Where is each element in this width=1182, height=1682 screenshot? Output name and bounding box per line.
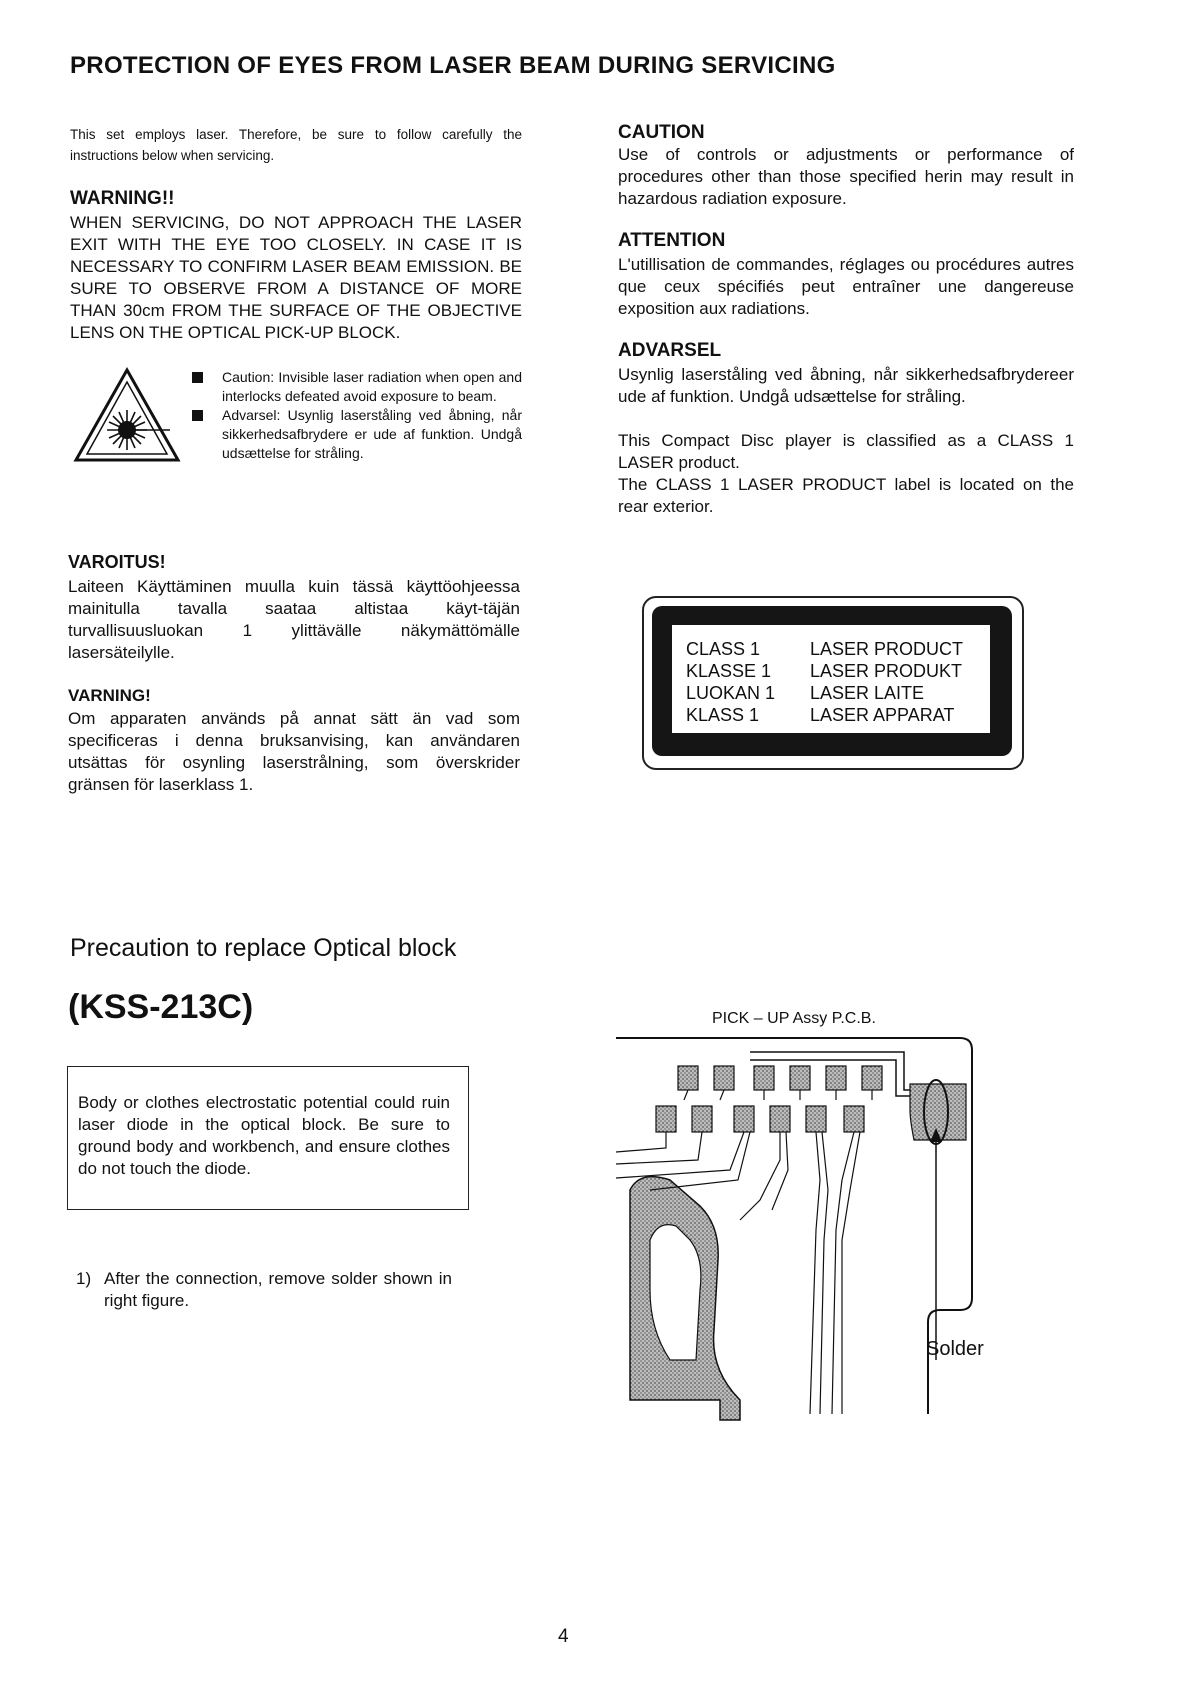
varoitus-heading: VAROITUS!: [68, 552, 166, 572]
label-row: [686, 682, 963, 704]
classification-line: The CLASS 1 LASER PRODUCT label is located on the rear exterior.: [618, 475, 1074, 516]
varning-text: Om apparaten används på annat sätt än vad som specificeras i denna bruksanvising, kan användaren utsättas för osynling laserstrålning, som överskrider gränsen för laserklass 1.: [68, 709, 520, 794]
label-row: [686, 638, 963, 660]
optical-block-title: Precaution to replace Optical block: [70, 934, 457, 962]
classification-line: This Compact Disc player is classified as a CLASS 1 LASER product.: [618, 431, 1074, 472]
label-class: KLASS 1: [686, 705, 760, 725]
pickup-pcb-diagram: [610, 1030, 990, 1430]
bullet-icon: [192, 372, 203, 383]
figure-title: PICK – UP Assy P.C.B.: [712, 1010, 876, 1027]
warning-heading: WARNING!!: [70, 188, 175, 209]
label-product: LASER APPARAT: [810, 705, 955, 725]
label-class: CLASS 1: [686, 639, 761, 659]
label-class: LUOKAN 1: [686, 683, 776, 703]
step-text: After the connection, remove solder shown in right figure.: [104, 1269, 452, 1310]
caution-item-text: Advarsel: Usynlig laserståling ved åbning, når sikkerhedsafbrydere er ude af funktion. Undgå udsættelse for stråling.: [222, 407, 522, 461]
solder-callout: Solder: [926, 1338, 984, 1360]
classification-text: [618, 430, 1074, 518]
caution-item-text: Caution: Invisible laser radiation when open and interlocks defeated avoid exposure to beam.: [222, 369, 522, 404]
label-product: LASER PRODUKT: [810, 661, 963, 681]
warning-text: WHEN SERVICING, DO NOT APPROACH THE LASER EXIT WITH THE EYE TOO CLOSELY. IN CASE IT IS NECESSARY TO CONFIRM LASER BEAM EMISSION. BE SURE TO OBSERVE FROM A DISTANCE OF MORE THAN 30cm FROM THE SURFACE OF THE OBJECTIVE LENS ON THE OPTICAL PICK-UP BLOCK.: [70, 213, 522, 342]
label-row: [686, 660, 963, 682]
varoitus-text: Laiteen Käyttäminen muulla kuin tässä käyttöohjeessa mainitulla tavalla saataa altistaa käyt-täjän turvallisuusluokan 1 ylittävälle näkymättömälle lasersäteilylle.: [68, 577, 520, 662]
step-item: [76, 1268, 452, 1312]
label-class: KLASSE 1: [686, 661, 772, 681]
bullet-icon: [192, 410, 203, 421]
page-number: 4: [558, 1626, 569, 1647]
attention-text: L'utillisation de commandes, réglages ou procédures autres que ceux spécifiés peut entraîner une dangereuse exposition aux radiations.: [618, 255, 1074, 318]
caution-item: [192, 368, 522, 406]
caution-heading: CAUTION: [618, 122, 705, 143]
varning-heading: VARNING!: [68, 686, 151, 705]
attention-heading: ATTENTION: [618, 230, 726, 251]
laser-warning-icon: [72, 366, 182, 466]
label-row: [686, 704, 963, 726]
advarsel-heading: ADVARSEL: [618, 340, 722, 361]
page-title: PROTECTION OF EYES FROM LASER BEAM DURING SERVICING: [70, 52, 836, 79]
advarsel-text: Usynlig laserståling ved åbning, når sikkerhedsafbrydereer ude af funktion. Undgå udsættelse for stråling.: [618, 365, 1074, 406]
laser-label-table: [686, 638, 963, 726]
model-number: (KSS-213C): [68, 988, 254, 1026]
caution-list: [192, 368, 522, 463]
label-product: LASER PRODUCT: [810, 639, 964, 659]
notice-text: Body or clothes electrostatic potential could ruin laser diode in the optical block. Be sure to ground body and workbench, and ensure clothes do not touch the diode.: [78, 1093, 450, 1178]
caution-item: [192, 406, 522, 463]
caution-text: Use of controls or adjustments or performance of procedures other than those specified herin may result in hazardous radiation exposure.: [618, 145, 1074, 208]
intro-text: This set employs laser. Therefore, be sure to follow carefully the instructions below when servicing.: [70, 127, 522, 163]
label-product: LASER LAITE: [810, 683, 925, 703]
step-number: 1): [76, 1269, 92, 1288]
